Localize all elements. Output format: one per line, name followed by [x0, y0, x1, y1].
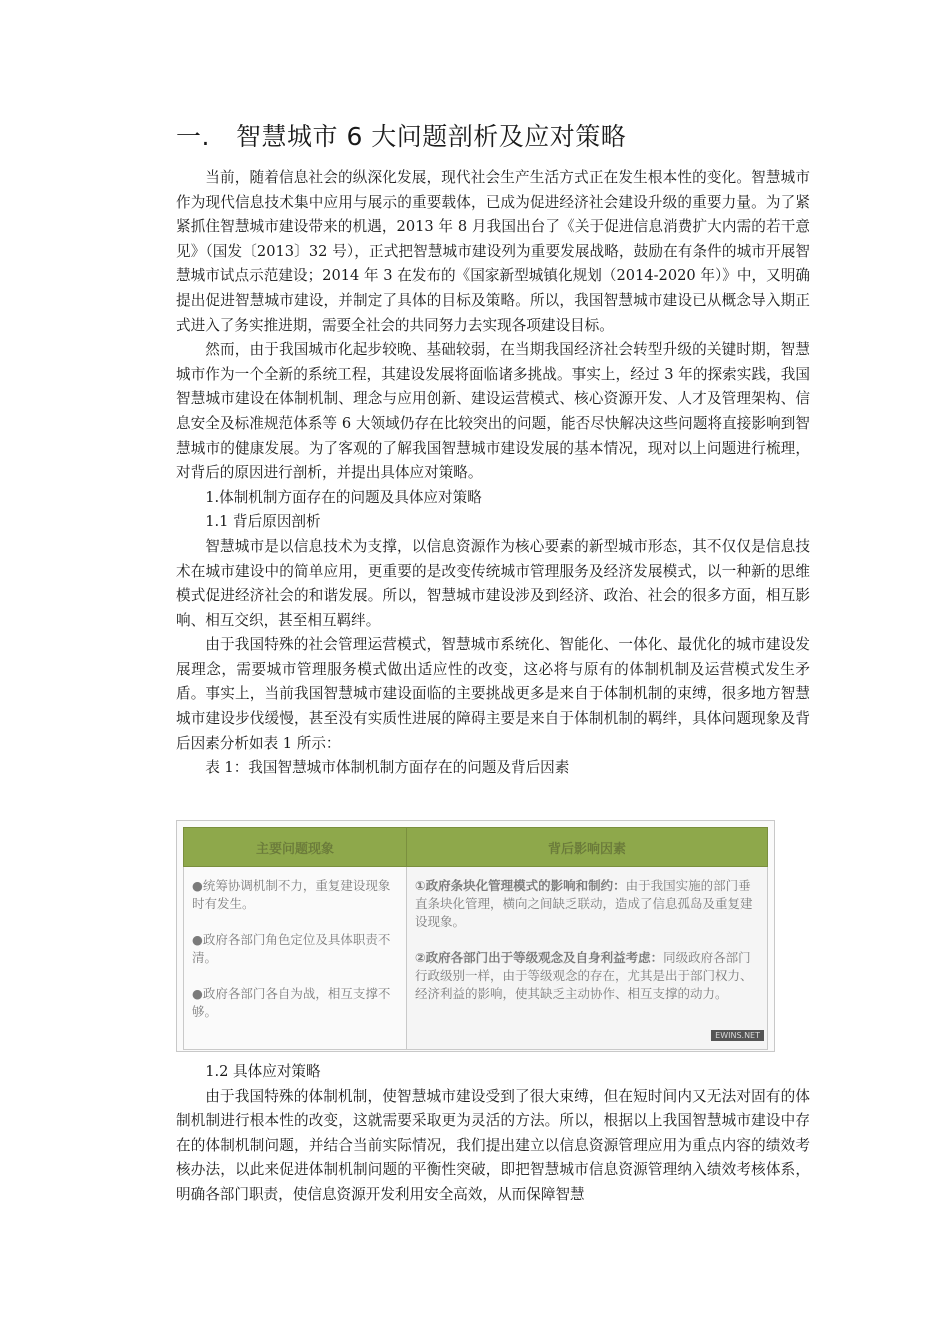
body-text-top — [176, 166, 810, 781]
intro-paragraph-2: 然而，由于我国城市化起步较晚、基础较弱，在当期我国经济社会转型升级的关键时期，智慧城市作为一个全新的系统工程，其建设发展将面临诸多挑战。事实上，经过 3 年的探索实践，我国智慧城市建设在体制机制、理念与应用创新、建设运营模式、核心资源开发、人才及管理架构、信息安全及标准规范体系等 6 大领域仍存在比较突出的问题，能否尽快解决这些问题将直接影响到智慧城市的健康发展。为了客观的了解我国智慧城市建设发展的基本情况，现对以上问题进行梳理，对背后的原因进行剖析，并提出具体应对策略。 — [176, 341, 810, 482]
factor-item-1-lead: ①政府条块化管理模式的影响和制约： — [415, 878, 626, 893]
section-title — [176, 117, 626, 153]
factor-item-2 — [415, 949, 759, 1003]
heading-1-1: 1.1 背后原因剖析 — [205, 513, 321, 531]
problem-item-3: ●政府各部门各自为战，相互支撑不够。 — [192, 986, 391, 1019]
table-image — [176, 820, 775, 1052]
section-number: 一. — [176, 122, 210, 151]
table-header-right: 背后影响因素 — [407, 828, 768, 867]
factor-item-1-text: 由于我国实施的部门垂直条块化管理，横向之间缺乏联动，造成了信息孤岛及重复建设现象。 — [415, 878, 753, 929]
intro-paragraph-1: 当前，随着信息社会的纵深化发展，现代社会生产生活方式正在发生根本性的变化。智慧城市作为现代信息技术集中应用与展示的重要载体，已成为促进经济社会建设升级的重要力量。为了紧紧抓住智慧城市建设带来的机遇，2013 年 8 月我国出台了《关于促进信息消费扩大内需的若干意见》（国发〔2013〕32 号），正式把智慧城市建设列为重要发展战略，鼓励在有条件的城市开展智慧城市试点示范建设；2014 年 3 在发布的《国家新型城镇化规划（2014-2020 年）》中，又明确提出促进智慧城市建设，并制定了具体的目标及策略。所以，我国智慧城市建设已从概念导入期正式进入了务实推进期，需要全社会的共同努力去实现各项建设目标。 — [176, 169, 810, 334]
table-caption: 表 1：我国智慧城市体制机制方面存在的问题及背后因素 — [205, 759, 570, 777]
factor-item-2-text: 同级政府各部门行政级别一样，由于等级观念的存在，尤其是出于部门权力、经济利益的影响，使其缺乏主动协作、相互支撑的动力。 — [415, 950, 753, 1001]
paragraph-1-1-b: 由于我国特殊的社会管理运营模式，智慧城市系统化、智能化、一体化、最优化的城市建设发展理念，需要城市管理服务模式做出适应性的改变，这必将与原有的体制机制及运营模式发生矛盾。事实上，当前我国智慧城市建设面临的主要挑战更多是来自于体制机制的束缚，很多地方智慧城市建设步伐缓慢，甚至没有实质性进展的障碍主要是来自于体制机制的羁绊，具体问题现象及背后因素分析如表 1 所示： — [176, 636, 810, 752]
paragraph-1-1-a: 智慧城市是以信息技术为支撑，以信息资源作为核心要素的新型城市形态，其不仅仅是信息技术在城市建设中的简单应用，更重要的是改变传统城市管理服务及经济发展模式，以一种新的思维模式促进经济社会的和谐发展。所以，智慧城市建设涉及到经济、政治、社会的很多方面，相互影响、相互交织，甚至相互羁绊。 — [176, 537, 810, 629]
table-cell-right — [407, 867, 768, 1050]
heading-1: 1.体制机制方面存在的问题及具体应对策略 — [205, 488, 482, 506]
factor-item-1 — [415, 877, 759, 931]
factor-item-2-lead: ②政府各部门出于等级观念及自身利益考虑： — [415, 950, 664, 965]
heading-1-2: 1.2 具体应对策略 — [205, 1063, 321, 1080]
issues-table — [183, 827, 768, 1050]
watermark: EWINS.NET — [711, 1030, 764, 1041]
body-text-bottom — [176, 1060, 810, 1208]
problem-item-2: ●政府各部门角色定位及具体职责不清。 — [192, 932, 391, 965]
table-cell-left — [184, 867, 407, 1050]
paragraph-1-2: 由于我国特殊的体制机制，使智慧城市建设受到了很大束缚，但在短时间内又无法对固有的体制机制进行根本性的改变，这就需要采取更为灵活的方法。所以，根据以上我国智慧城市建设中存在的体制机制问题，并结合当前实际情况，我们提出建立以信息资源管理应用为重点内容的绩效考核办法，以此来促进体制机制问题的平衡性突破，即把智慧城市信息资源管理纳入绩效考核体系，明确各部门职责，使信息资源开发利用安全高效，从而保障智慧 — [176, 1087, 810, 1203]
section-title-text: 智慧城市 6 大问题剖析及应对策略 — [236, 122, 627, 151]
problem-item-1: ●统筹协调机制不力，重复建设现象时有发生。 — [192, 878, 391, 911]
table-header-left: 主要问题现象 — [184, 828, 407, 867]
